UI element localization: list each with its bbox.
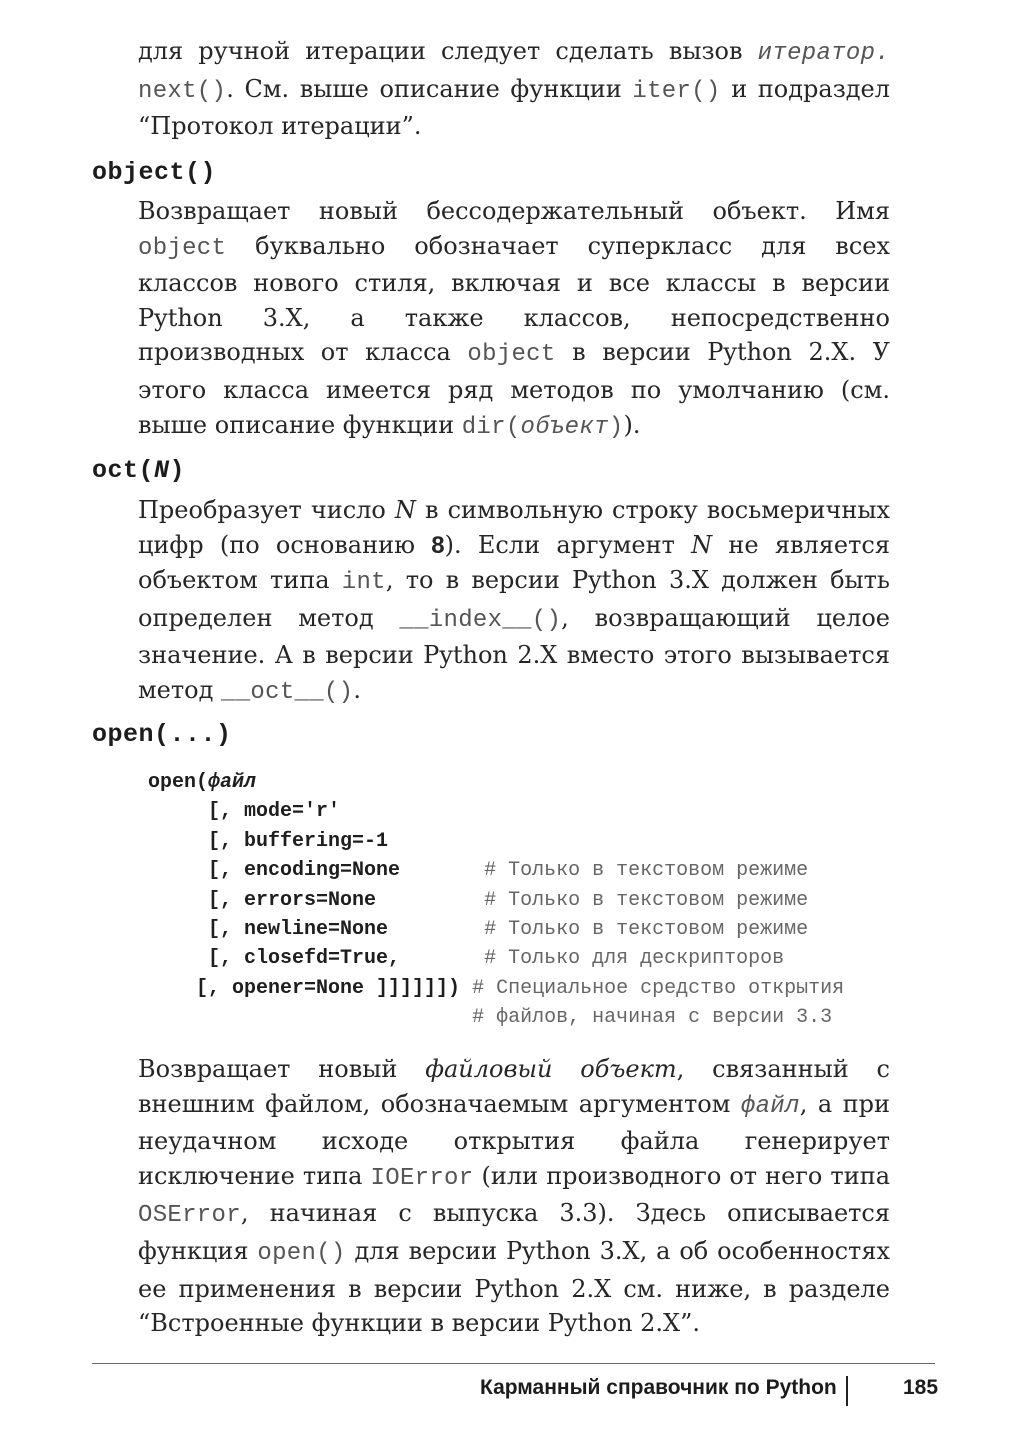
code-comment: # Специальное средство открытия: [472, 976, 845, 1000]
object-code-close: ): [608, 413, 624, 441]
oct-text-6: , возвращающий целое значение. А в версии Python 2.X вместо этого вызывается метод: [138, 603, 890, 704]
code-line: [148, 797, 948, 826]
object-code-2: object: [467, 341, 556, 369]
oct-paragraph: [138, 493, 890, 711]
page-number: 185: [903, 1376, 939, 1399]
open-code-oserror: OSError: [138, 1202, 241, 1230]
code-line: [148, 974, 948, 1003]
code-comment: # Только для дескрипторов: [484, 947, 785, 971]
code-param: [, errors=None: [148, 888, 485, 912]
code-param: [, mode='r': [148, 800, 341, 824]
oct-text-7: .: [353, 675, 361, 704]
intro-code-next: next(): [138, 77, 227, 105]
code-line-head: [148, 768, 948, 797]
open-code-ioerror: IOError: [370, 1164, 474, 1192]
open-code-open: open(): [257, 1239, 346, 1267]
open-text-1: Возвращает новый: [138, 1055, 426, 1083]
code-line: [148, 856, 948, 885]
open-text-3: , а при неудачном исходе открытия файла генерирует исключение типа: [138, 1089, 890, 1190]
code-file-arg: файл: [208, 771, 257, 794]
footer-book-title: Карманный справочник по Python: [480, 1376, 837, 1399]
intro-code-iterator: итератор.: [757, 40, 890, 67]
object-text-2: буквально обозначает суперкласс для всех классов нового стиля, включая и все классы в версии Python 3.X, а также классов, непосредственно производных от класса: [138, 231, 890, 367]
code-comment: # Только в текстовом режиме: [484, 859, 809, 883]
oct-heading-name: oct(: [92, 456, 155, 485]
oct-heading: [92, 456, 185, 485]
code-line: [148, 1003, 948, 1032]
code-param: [, encoding=None: [148, 859, 485, 883]
object-text-3: в версии Python 2.X. У этого класса имеется ряд методов по умолчанию (см. выше описание функции: [138, 338, 891, 439]
code-comment: # Только в текстовом режиме: [484, 918, 809, 942]
open-paragraph: [138, 1052, 890, 1341]
oct-text-3: ). Если аргумент: [444, 530, 692, 559]
object-text-1: Возвращает новый бессодержательный объект. Имя: [138, 197, 890, 225]
oct-heading-arg: N: [154, 456, 170, 485]
code-open-call: open(: [148, 771, 209, 794]
code-comment: # Только в текстовом режиме: [484, 888, 809, 912]
code-line: [148, 886, 948, 915]
oct-code-oct: __oct__(): [221, 678, 354, 706]
intro-text-3: и подраздел “Протокол итерации”.: [138, 74, 891, 141]
oct-arg-n-1: N: [394, 496, 416, 524]
code-param: [, closefd=True,: [148, 947, 485, 971]
object-text-4: ).: [623, 410, 641, 439]
open-text-4: (или производного от него типа: [473, 1161, 890, 1190]
code-param: [148, 1006, 472, 1029]
oct-text-4: не является объектом типа: [138, 530, 890, 595]
oct-base-8: 8: [431, 531, 445, 559]
intro-text-1: для ручной итерации следует сделать вызов: [138, 37, 758, 65]
object-code-dir: dir(: [461, 413, 521, 441]
oct-code-index: __index__(): [399, 606, 562, 634]
code-line: [148, 827, 948, 856]
code-param: [, newline=None: [148, 918, 485, 942]
object-code-1: object: [138, 234, 227, 262]
object-paragraph: [138, 194, 890, 445]
intro-paragraph: [138, 34, 890, 144]
open-text-5: , начиная с выпуска 3.3). Здесь описывается функция: [138, 1199, 890, 1265]
oct-text-5: , то в версии Python 3.X должен быть определен метод: [138, 566, 890, 632]
object-heading: object(): [92, 158, 217, 187]
oct-arg-n-2: N: [691, 530, 713, 559]
intro-text-2: . См. выше описание функции: [226, 74, 633, 103]
code-comment: # файлов, начиная с версии 3.3: [472, 1006, 833, 1030]
footer-divider: [846, 1376, 848, 1406]
oct-text-2: в символьную строку восьмеричных цифр (по основанию: [138, 496, 890, 559]
code-param: [, opener=None ]]]]]]): [148, 976, 473, 1000]
footer-rule: [92, 1363, 935, 1364]
open-code-file: файл: [740, 1092, 800, 1120]
open-text-2: , связанный с внешним файлом, обозначаемым аргументом: [138, 1055, 890, 1118]
open-text-6: для версии Python 3.X, а об особенностях ее применения в версии Python 2.X см. ниже, в разделе “Встроенные функции в версии Python 2.X”.: [138, 1236, 890, 1338]
code-param: [, buffering=-1: [148, 829, 389, 853]
oct-code-int: int: [341, 569, 386, 597]
code-line: [148, 915, 948, 944]
code-line: [148, 944, 948, 973]
open-heading: open(...): [92, 720, 232, 749]
open-file-object-term: файловый объект: [425, 1055, 677, 1083]
oct-heading-close: ): [169, 456, 186, 485]
object-code-arg: объект: [520, 413, 609, 441]
oct-text-1: Преобразует число: [138, 496, 395, 524]
open-signature-code: [148, 768, 948, 1033]
intro-code-iter: iter(): [632, 77, 721, 105]
